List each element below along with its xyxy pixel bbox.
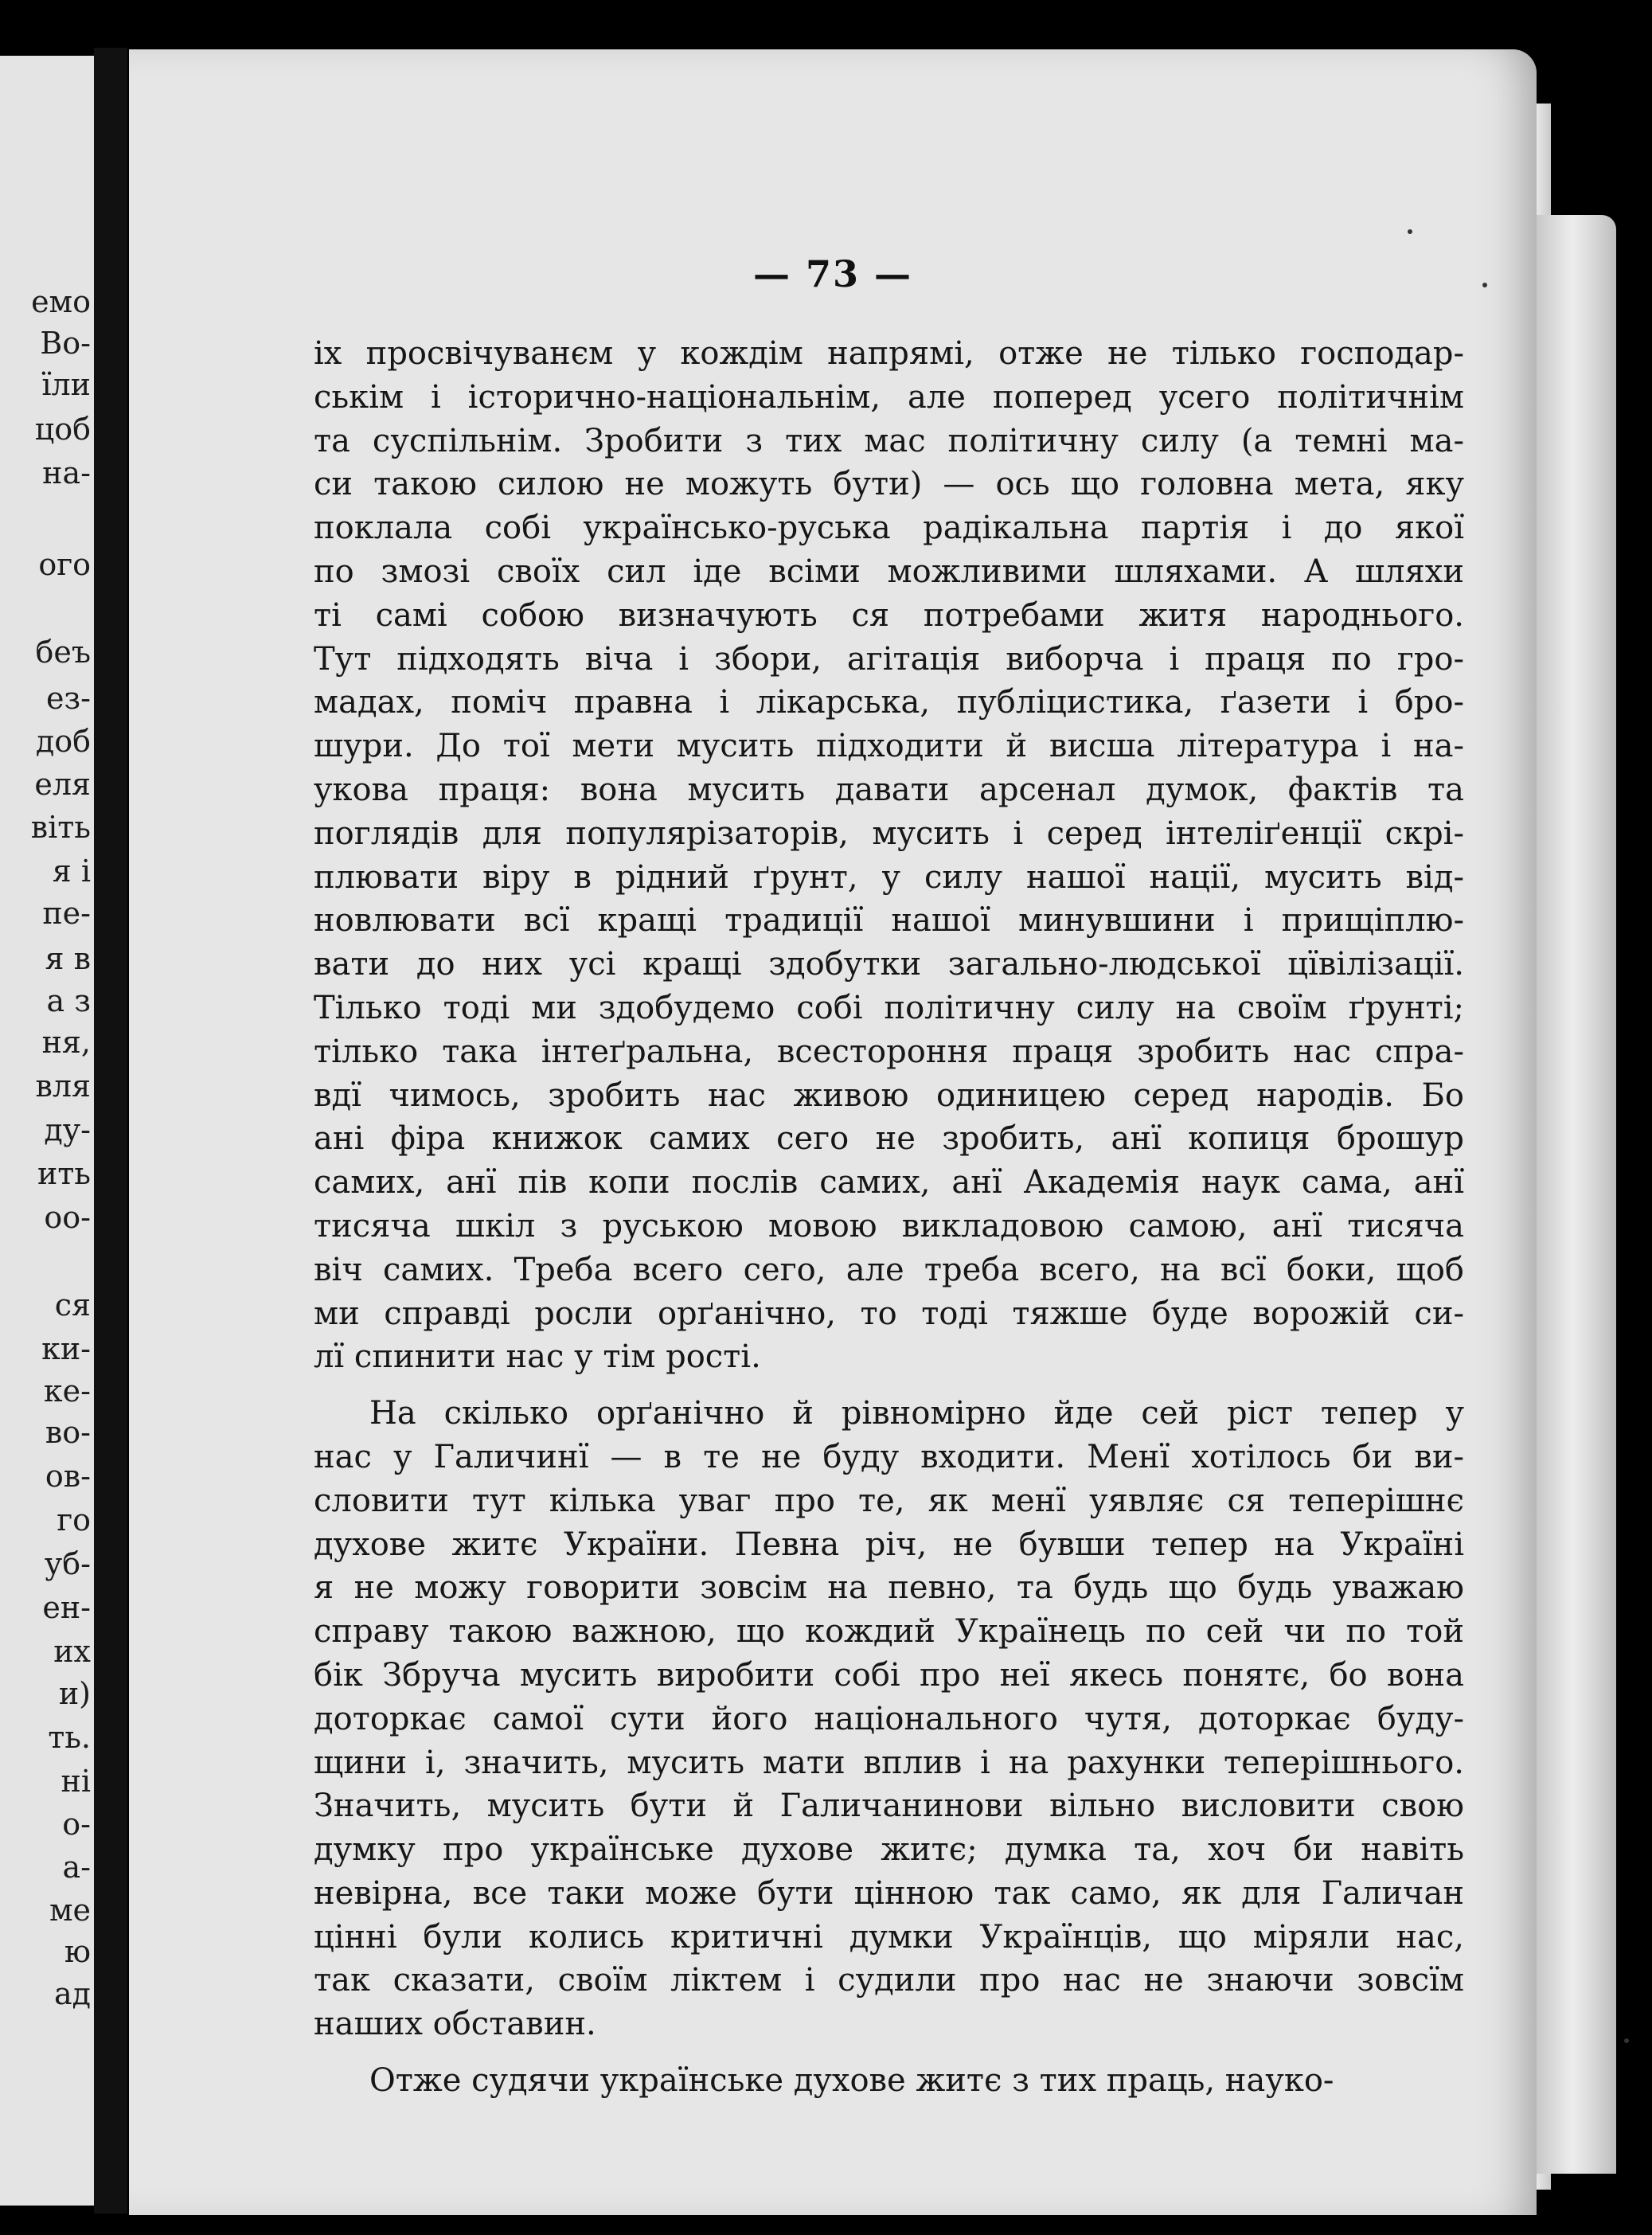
text-line: мадах, поміч правна і лікарська, публіцистика, ґазети і бро- [314,684,1464,721]
left-page-fragment: доб [35,724,91,759]
text-line: справу такою важною, що кождий Українець по сей чи по той [314,1613,1464,1651]
text-line: іх просвічуванєм у кождім напрямі, отже не тілько господар- [314,335,1464,372]
body-text [314,332,1464,2103]
left-page-fragment: Во- [40,326,91,361]
left-page-fragment: беъ [35,635,91,670]
text-line: думку про українське духове житє; думка та, хоч би навіть [314,1831,1464,1869]
left-page-fragment: емо [31,284,91,319]
left-page-fragment: ду- [44,1112,91,1147]
left-page-fragment: віть [30,810,91,845]
text-line: та суспільнім. Зробити з тих мас політичну силу (а темні ма- [314,422,1464,459]
text-line: поклала собі українсько-руська радікальна партія і до якої [314,510,1464,547]
left-page-fragment: их [53,1634,91,1669]
left-page-fragment: вля [35,1069,91,1104]
text-line: духове житє України. Певна річ, не бувши тепер на Україні [314,1526,1464,1563]
text-line: Значить, мусить бути й Галичанинови вільно висловити свою [314,1788,1464,1825]
left-page-fragment: я і [52,854,91,889]
text-line: новлювати всї кращі традиції нашої минувшини і прищіплю- [314,902,1464,940]
left-page-fragment: а- [62,1850,91,1885]
text-line: лї спинити нас у тім рості. [314,1338,761,1376]
left-page-fragment: ть. [48,1720,91,1755]
left-page-fragment: уб- [44,1546,91,1581]
left-page-fragment: го [57,1502,91,1538]
paper-speck [1624,2038,1629,2043]
left-page-fragment: ез- [45,681,91,716]
text-line: ті самі собою визначують ся потребами житя народнього. [314,596,1464,634]
left-page-fragment: ад [53,1976,91,2011]
text-line: бік Збруча мусить виробити собі про неї якесь понятє, бо вона [314,1656,1464,1694]
text-line: доторкає самої сути його національного чутя, доторкає буду- [314,1700,1464,1737]
left-page-fragment: оо- [44,1200,91,1235]
text-line: ані фіра книжок самих сего не зробить, анї копиця брошур [314,1120,1464,1158]
text-line: щини і, значить, мусить мати вплив і на рахунки теперішнього. [314,1744,1464,1781]
text-line: укова праця: вона мусить давати арсенал думок, фактів та [314,771,1464,808]
text-line: словити тут кілька уваг про те, як менї уявляє ся теперішнє [314,1482,1464,1519]
left-page-fragment: цоб [34,412,91,447]
left-page-fragment: пе- [42,896,91,931]
left-facing-page [0,56,94,2206]
left-page-fragment: я в [45,941,91,976]
left-page-fragment: ки- [41,1331,91,1366]
text-line: тисяча шкіл з руською мовою викладовою самою, анї тисяча [314,1207,1464,1244]
page-number: — 73 — [752,252,913,295]
left-page-fragment: ов- [45,1459,91,1494]
text-line: На скілько орґанічно й рівномірно йде сей ріст тепер у [369,1395,1464,1432]
left-page-fragment: на- [42,455,91,490]
text-line: Тілько тоді ми здобудемо собі політичну силу на своїм ґрунті; [314,989,1464,1026]
text-line: Отже судячи українське духове житє з тих праць, науко- [369,2062,1334,2100]
text-line: я не можу говорити зовсім на певно, та будь що будь уважаю [314,1569,1464,1607]
text-line: тілько така інтеґральна, всестороння праця зробить нас спра- [314,1033,1464,1070]
book-gutter [94,48,127,2214]
left-page-fragment: ся [54,1287,91,1323]
text-line: Тут підходять віча і збори, агітація виборча і праця по гро- [314,640,1464,678]
book-page [129,49,1537,2215]
text-line: ми справді росли орґанічно, то тоді тяжше буде ворожій си- [314,1295,1464,1332]
text-line: вдї чимось, зробить нас живою одиницею серед народів. Бо [314,1076,1464,1114]
paper-speck [1408,229,1412,234]
text-line: наших обставин. [314,2006,596,2043]
text-line: самих, анї пів копи послів самих, анї Академія наук сама, анї [314,1164,1464,1202]
left-page-fragment: ме [49,1893,91,1928]
left-page-fragment: а з [46,983,91,1018]
left-page-fragment: ить [37,1156,91,1191]
text-line: си такою силою не можуть бути) — ось що головна мета, яку [314,466,1464,503]
left-page-fragment: во- [45,1415,91,1450]
paper-speck [1482,283,1487,287]
left-page-fragment: їли [41,367,91,402]
text-line: цінні були колись критичні думки Українців, що міряли нас, [314,1918,1464,1956]
left-page-fragment: ні [61,1764,91,1799]
text-line: шури. До тої мети мусить підходити й висша література і на- [314,728,1464,765]
left-page-fragment: ю [64,1934,91,1969]
text-line: ськім і історично-національнім, але поперед усего політичнім [314,378,1464,416]
text-line: нас у Галичинї — в те не буду входити. Менї хотілось би ви- [314,1438,1464,1475]
left-page-fragment: еля [34,767,91,802]
left-page-fragment: ен- [42,1590,91,1625]
text-line: невірна, все таки може бути цінною так само, як для Галичан [314,1874,1464,1912]
left-page-fragment: о- [62,1807,91,1842]
left-page-fragment: ке- [43,1373,91,1409]
left-page-fragment: ого [38,547,91,582]
text-line: по змозі своїх сил іде всіми можливими шляхами. А шляхи [314,553,1464,590]
left-page-fragment: и) [58,1676,91,1711]
text-line: поглядів для популярізаторів, мусить і серед інтеліґенції скрі- [314,815,1464,852]
left-page-fragment: ня, [41,1025,91,1060]
text-line: плювати віру в рідний ґрунт, у силу нашої нації, мусить від- [314,858,1464,896]
page-edges-stack-back [1537,215,1616,2174]
text-line: так сказати, своїм ліктем і судили про нас не знаючи зовсїм [314,1962,1464,1999]
text-line: віч самих. Треба всего сего, але треба всего, на всї боки, щоб [314,1251,1464,1288]
text-line: вати до них усі кращі здобутки загально-людської цївілізації. [314,946,1464,983]
